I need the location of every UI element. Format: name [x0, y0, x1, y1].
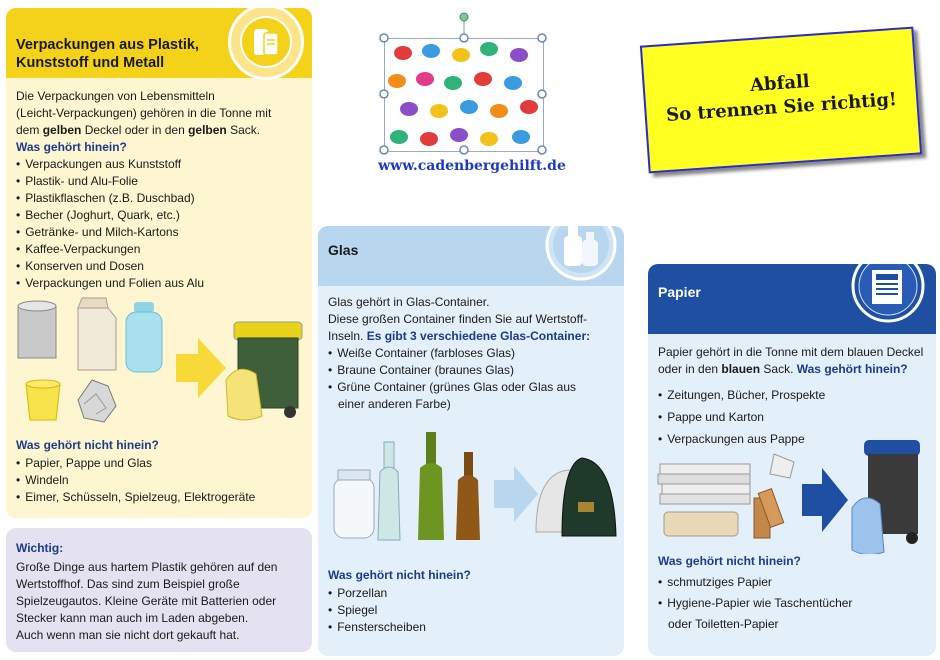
paper-card [648, 264, 936, 656]
yogurt-cup-icon [26, 380, 60, 420]
paper-no-heading: Was gehört nicht hinein? [658, 554, 801, 568]
list-item: • Plastik- und Alu-Folie [16, 173, 308, 190]
foil-icon [78, 380, 116, 422]
paper-title: Papier [658, 284, 701, 300]
glass-illustration [324, 422, 624, 552]
list-item: • Fensterscheiben [328, 619, 620, 636]
list-item: • schmutziges Papier [658, 572, 934, 593]
paper-illustration [654, 434, 936, 554]
arrow-right-icon [494, 466, 538, 522]
arrow-right-icon [802, 468, 848, 532]
plastic-bottle-icon [126, 302, 162, 372]
glass-no-list [328, 585, 620, 636]
jar-icon [334, 470, 374, 538]
list-item: • Porzellan [328, 585, 620, 602]
packaging-yes-list [16, 156, 308, 292]
glass-intro: Glas gehört in Glas-Container. Diese großen Container finden Sie auf Wertstoff- Inseln. Es gibt 3 verschiedene Glas-Container: [328, 295, 591, 343]
clear-bottle-icon [378, 442, 400, 540]
egg-carton-icon [664, 512, 738, 536]
tin-can-icon [18, 301, 56, 358]
list-item: • Braune Container (braunes Glas) [328, 362, 620, 379]
packaging-title: Verpackungen aus Plastik, Kunststoff und Metall [16, 37, 199, 71]
brown-bottle-icon [456, 452, 480, 540]
glass-bottles-icon [544, 226, 618, 282]
list-item: • Hygiene-Papier wie Taschentücher [658, 593, 934, 614]
selection-handles[interactable] [376, 10, 552, 160]
important-heading: Wichtig: [16, 541, 64, 555]
glass-item-continuation: einer anderen Farbe) [338, 397, 451, 411]
packaging-card [6, 8, 312, 518]
glass-no-heading: Was gehört nicht hinein? [328, 568, 471, 582]
list-item: • Grüne Container (grünes Glas oder Glas aus [328, 379, 620, 396]
list-item: • Spiegel [328, 602, 620, 619]
important-text: Große Dinge aus hartem Plastik gehören auf den Wertstoffhof. Das sind zum Beispiel große Spielzeugautos. Kleine Geräte mit Batterien oder Stecker kann man auch im Laden abgeben. Auch wenn man sie nicht dort gekauft hat. [16, 560, 278, 642]
list-item: • Pappe und Karton [658, 406, 934, 428]
paper-no-list [658, 572, 934, 614]
packaging-intro: Die Verpackungen von Lebensmitteln (Leicht-Verpackungen) gehören in die Tonne mit dem gelben Deckel oder in den gelben Sack. Was gehört hinein? [16, 88, 308, 156]
newspaper-stack-icon [658, 464, 750, 504]
website-link[interactable]: www.cadenbergehilft.de [378, 158, 566, 174]
list-item: • Zeitungen, Bücher, Prospekte [658, 384, 934, 406]
blue-bin-icon [852, 440, 920, 554]
list-item: • Becher (Joghurt, Quark, etc.) [16, 207, 308, 224]
glass-containers-icon [536, 458, 616, 536]
paper-intro: Papier gehört in die Tonne mit dem blauen Deckel oder in den blauen Sack. Was gehört hinein? [658, 345, 924, 376]
list-item: • Eimer, Schüsseln, Spielzeug, Elektrogeräte [16, 489, 308, 506]
list-item: • Konserven und Dosen [16, 258, 308, 275]
list-item: • Papier, Pappe und Glas [16, 455, 308, 472]
list-item: • Verpackungen aus Kunststoff [16, 156, 308, 173]
yellow-bin-icon [226, 322, 302, 420]
packaging-illustration [12, 294, 308, 434]
list-item: • Verpackungen und Folien aus Alu [16, 275, 308, 292]
paper-no-item-continuation: oder Toiletten-Papier [668, 617, 779, 631]
newspaper-icon [850, 264, 926, 324]
cardboard-tubes-icon [754, 454, 794, 538]
packaging-no-heading: Was gehört nicht hinein? [16, 438, 159, 452]
list-item: • Weiße Container (farbloses Glas) [328, 345, 620, 362]
list-item: • Getränke- und Milch-Kartons [16, 224, 308, 241]
packaging-no-list [16, 455, 308, 506]
packaging-yes-heading: Was gehört hinein? [16, 140, 127, 154]
list-item: • Verpackungen aus Pappe [658, 428, 934, 450]
green-bottle-icon [418, 432, 444, 540]
title-box [640, 27, 922, 174]
glass-container-list [328, 345, 620, 396]
glass-card [318, 226, 624, 656]
list-item: • Plastikflaschen (z.B. Duschbad) [16, 190, 308, 207]
title-text: Abfall So trennen Sie richtig! [665, 70, 898, 127]
important-note-card [6, 528, 312, 652]
arrow-right-icon [176, 338, 226, 398]
list-item: • Windeln [16, 472, 308, 489]
glass-title: Glas [328, 242, 359, 258]
list-item: • Kaffee-Verpackungen [16, 241, 308, 258]
milk-carton-icon [78, 298, 116, 370]
